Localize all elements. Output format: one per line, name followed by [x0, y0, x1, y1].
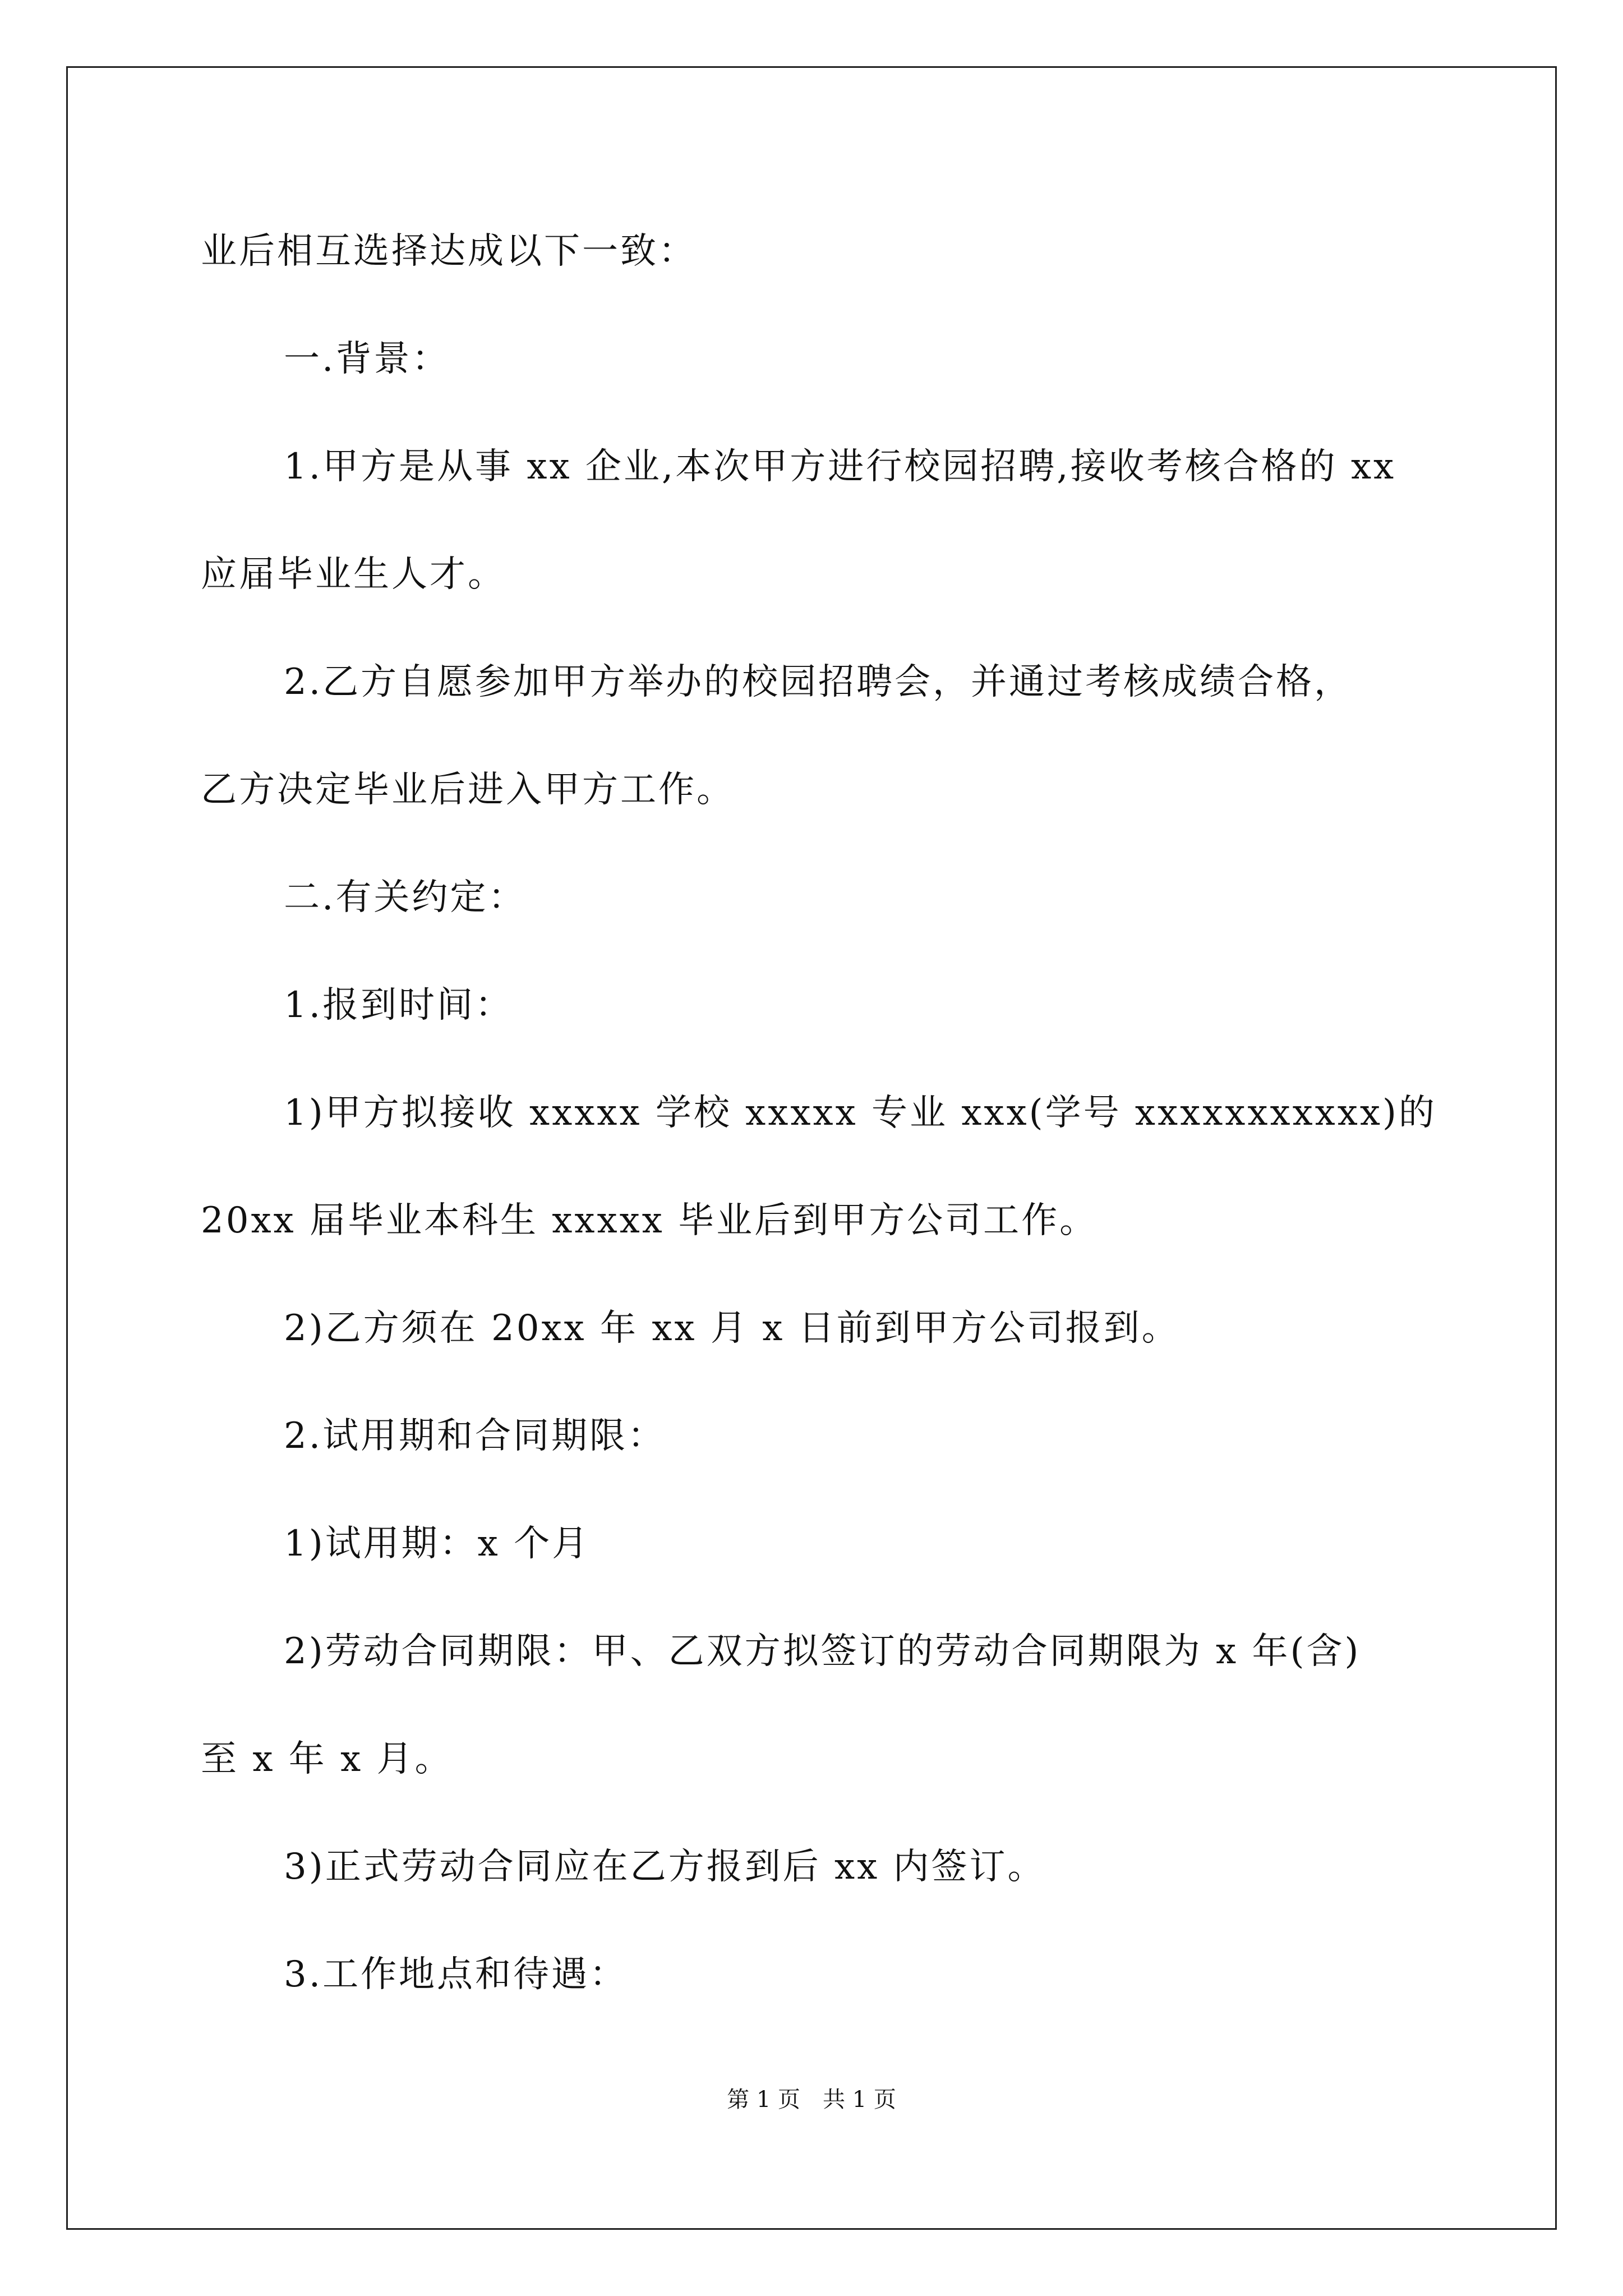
subheading-probation: 2.试用期和合同期限：: [284, 1415, 666, 1457]
paragraph-12-line-1: 3)正式劳动合同应在乙方报到后 xx 内签订。: [284, 1846, 1046, 1888]
paragraph-11-line-2: 至 x 年 x 月。: [201, 1738, 453, 1780]
paragraph-7-line-2: 20xx 届毕业本科生 xxxxx 毕业后到甲方公司工作。: [201, 1200, 1098, 1241]
paragraph-1-line-1: 业后相互选择达成以下一致：: [201, 231, 697, 272]
subheading-workplace: 3.工作地点和待遇：: [284, 1954, 628, 1995]
subheading-report-time: 1.报到时间：: [284, 984, 514, 1026]
paragraph-3-line-2: 应届毕业生人才。: [201, 554, 506, 595]
paragraph-4-line-2: 乙方决定毕业后进入甲方工作。: [201, 769, 735, 811]
paragraph-4-line-1: 2.乙方自愿参加甲方举办的校园招聘会，并通过考核成绩合格，: [284, 661, 1353, 703]
section-heading-agreements: 二.有关约定：: [284, 877, 527, 918]
paragraph-11-line-1: 2)劳动合同期限：甲、乙双方拟签订的劳动合同期限为 x 年(含): [284, 1631, 1361, 1672]
page-number-footer: 第 1 页 共 1 页: [727, 2087, 896, 2113]
paragraph-8-line-1: 2)乙方须在 20xx 年 xx 月 x 日前到甲方公司报到。: [284, 1308, 1180, 1349]
paragraph-7-line-1: 1)甲方拟接收 xxxxx 学校 xxxxx 专业 xxx(学号 xxxxxxxxxxx)的: [284, 1092, 1437, 1134]
document-body: [201, 224, 1437, 2001]
paragraph-10-line-1: 1)试用期：x 个月: [284, 1523, 591, 1565]
section-heading-background: 一.背景：: [284, 338, 450, 380]
paragraph-3-line-1: 1.甲方是从事 xx 企业,本次甲方进行校园招聘,接收考核合格的 xx: [284, 446, 1396, 487]
